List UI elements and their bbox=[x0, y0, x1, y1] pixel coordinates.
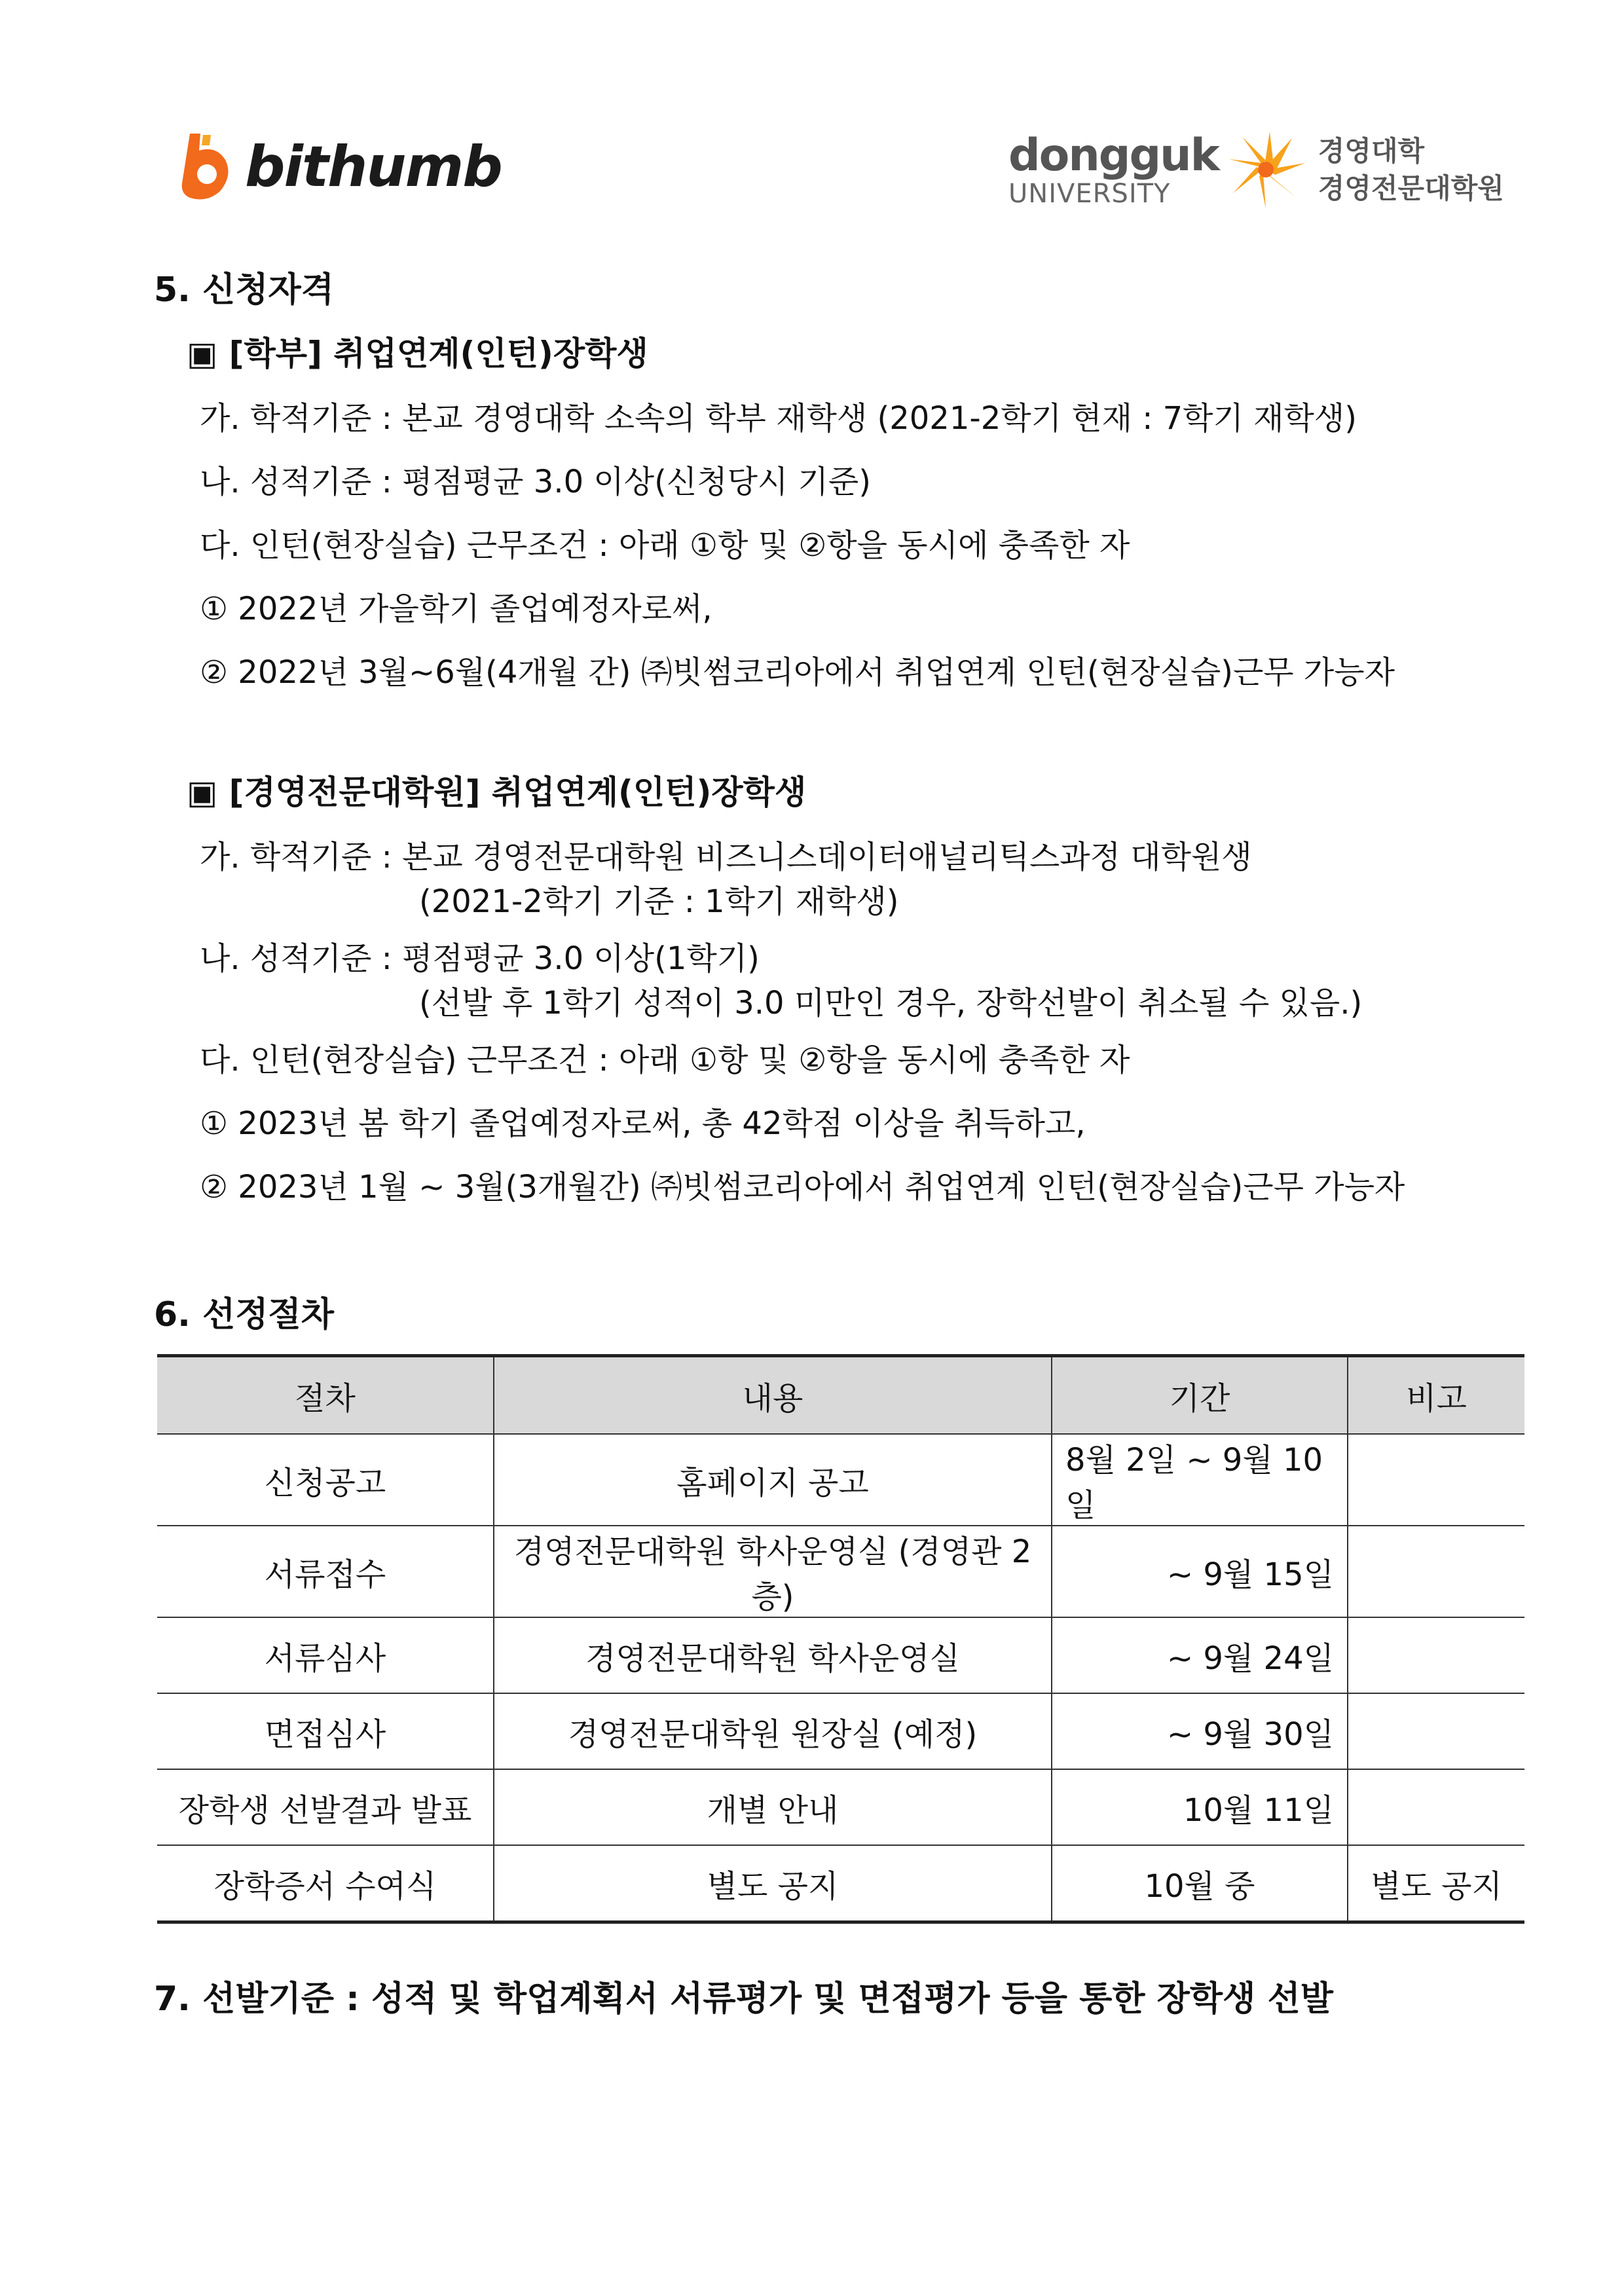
table-row bbox=[157, 1434, 1524, 1526]
undergrad-line: 다. 인턴(현장실습) 근무조건 : 아래 ①항 및 ②항을 동시에 충족한 자 bbox=[200, 527, 1130, 564]
grad-line: (2021-2학기 기준 : 1학기 재학생) bbox=[419, 883, 899, 920]
grad-line: (선발 후 1학기 성적이 3.0 미만인 경우, 장학선발이 취소될 수 있음.) bbox=[419, 985, 1363, 1021]
cell-note bbox=[1348, 1434, 1524, 1526]
cell-step: 서류심사 bbox=[157, 1617, 494, 1693]
table-row bbox=[157, 1769, 1524, 1845]
cell-content: 경영전문대학원 학사운영실 (경영관 2층) bbox=[494, 1526, 1052, 1617]
bithumb-logo bbox=[177, 131, 502, 203]
cell-content: 홈페이지 공고 bbox=[494, 1434, 1052, 1526]
cell-step: 장학생 선발결과 발표 bbox=[157, 1769, 494, 1845]
undergrad-line: ② 2022년 3월~6월(4개월 간) ㈜빗썸코리아에서 취업연계 인턴(현장실습)근무 가능자 bbox=[200, 654, 1395, 691]
grad-line: ① 2023년 봄 학기 졸업예정자로써, 총 42학점 이상을 취득하고, bbox=[200, 1105, 1086, 1142]
cell-content: 개별 안내 bbox=[494, 1769, 1052, 1845]
cell-note: 별도 공지 bbox=[1348, 1845, 1524, 1922]
table-row bbox=[157, 1526, 1524, 1617]
selection-procedure-table bbox=[157, 1354, 1524, 1924]
undergrad-line: ① 2022년 가을학기 졸업예정자로써, bbox=[200, 591, 712, 627]
cell-step: 면접심사 bbox=[157, 1693, 494, 1769]
dongguk-logo bbox=[1008, 124, 1504, 216]
section5-heading: 5. 신청자격 bbox=[154, 270, 334, 310]
grad-title: ▣ [경영전문대학원] 취업연계(인턴)장학생 bbox=[187, 773, 807, 811]
table-row bbox=[157, 1693, 1524, 1769]
table-header-row bbox=[157, 1356, 1524, 1435]
section7-heading: 7. 선발기준 : 성적 및 학업계획서 서류평가 및 면접평가 등을 통한 장학생 선발 bbox=[154, 1979, 1333, 2019]
undergrad-line: 나. 성적기준 : 평점평균 3.0 이상(신청당시 기준) bbox=[200, 464, 872, 500]
table-row bbox=[157, 1617, 1524, 1693]
grad-line: ② 2023년 1월 ~ 3월(3개월간) ㈜빗썸코리아에서 취업연계 인턴(현장실습)근무 가능자 bbox=[200, 1169, 1405, 1205]
grad-line: 다. 인턴(현장실습) 근무조건 : 아래 ①항 및 ②항을 동시에 충족한 자 bbox=[200, 1042, 1130, 1078]
cell-note bbox=[1348, 1693, 1524, 1769]
dongguk-wordmark: dongguk bbox=[1008, 130, 1219, 181]
column-header-note: 비고 bbox=[1348, 1356, 1524, 1435]
cell-content: 경영전문대학원 학사운영실 bbox=[494, 1617, 1052, 1693]
column-header-content: 내용 bbox=[494, 1356, 1052, 1435]
cell-content: 경영전문대학원 원장실 (예정) bbox=[494, 1693, 1052, 1769]
cell-period: 10월 11일 bbox=[1052, 1769, 1348, 1845]
cell-period: ~ 9월 30일 bbox=[1052, 1693, 1348, 1769]
bithumb-mark-icon bbox=[177, 131, 233, 203]
cell-period: 10월 중 bbox=[1052, 1845, 1348, 1922]
cell-note bbox=[1348, 1769, 1524, 1845]
table-row bbox=[157, 1845, 1524, 1922]
cell-step: 장학증서 수여식 bbox=[157, 1845, 494, 1922]
undergrad-title: ▣ [학부] 취업연계(인턴)장학생 bbox=[187, 335, 648, 373]
cell-note bbox=[1348, 1617, 1524, 1693]
dongguk-kr-college: 경영대학 bbox=[1318, 135, 1425, 168]
section6-heading: 6. 선정절차 bbox=[154, 1295, 334, 1334]
cell-step: 신청공고 bbox=[157, 1434, 494, 1526]
cell-step: 서류접수 bbox=[157, 1526, 494, 1617]
column-header-step: 절차 bbox=[157, 1356, 494, 1435]
bithumb-wordmark: bithumb bbox=[245, 134, 502, 200]
grad-line: 가. 학적기준 : 본교 경영전문대학원 비즈니스데이터애널리틱스과정 대학원생 bbox=[200, 839, 1252, 875]
cell-period: ~ 9월 24일 bbox=[1052, 1617, 1348, 1693]
cell-content: 별도 공지 bbox=[494, 1845, 1052, 1922]
dongguk-kr-graduate-school: 경영전문대학원 bbox=[1318, 172, 1504, 204]
cell-period: ~ 9월 15일 bbox=[1052, 1526, 1348, 1617]
grad-line: 나. 성적기준 : 평점평균 3.0 이상(1학기) bbox=[200, 940, 760, 977]
cell-period: 8월 2일 ~ 9월 10일 bbox=[1052, 1434, 1348, 1526]
undergrad-line: 가. 학적기준 : 본교 경영대학 소속의 학부 재학생 (2021-2학기 현재 : 7학기 재학생) bbox=[200, 400, 1357, 437]
dongguk-sun-icon bbox=[1224, 128, 1309, 213]
column-header-period: 기간 bbox=[1052, 1356, 1348, 1435]
cell-note bbox=[1348, 1526, 1524, 1617]
university-wordmark: UNIVERSITY bbox=[1008, 179, 1171, 209]
